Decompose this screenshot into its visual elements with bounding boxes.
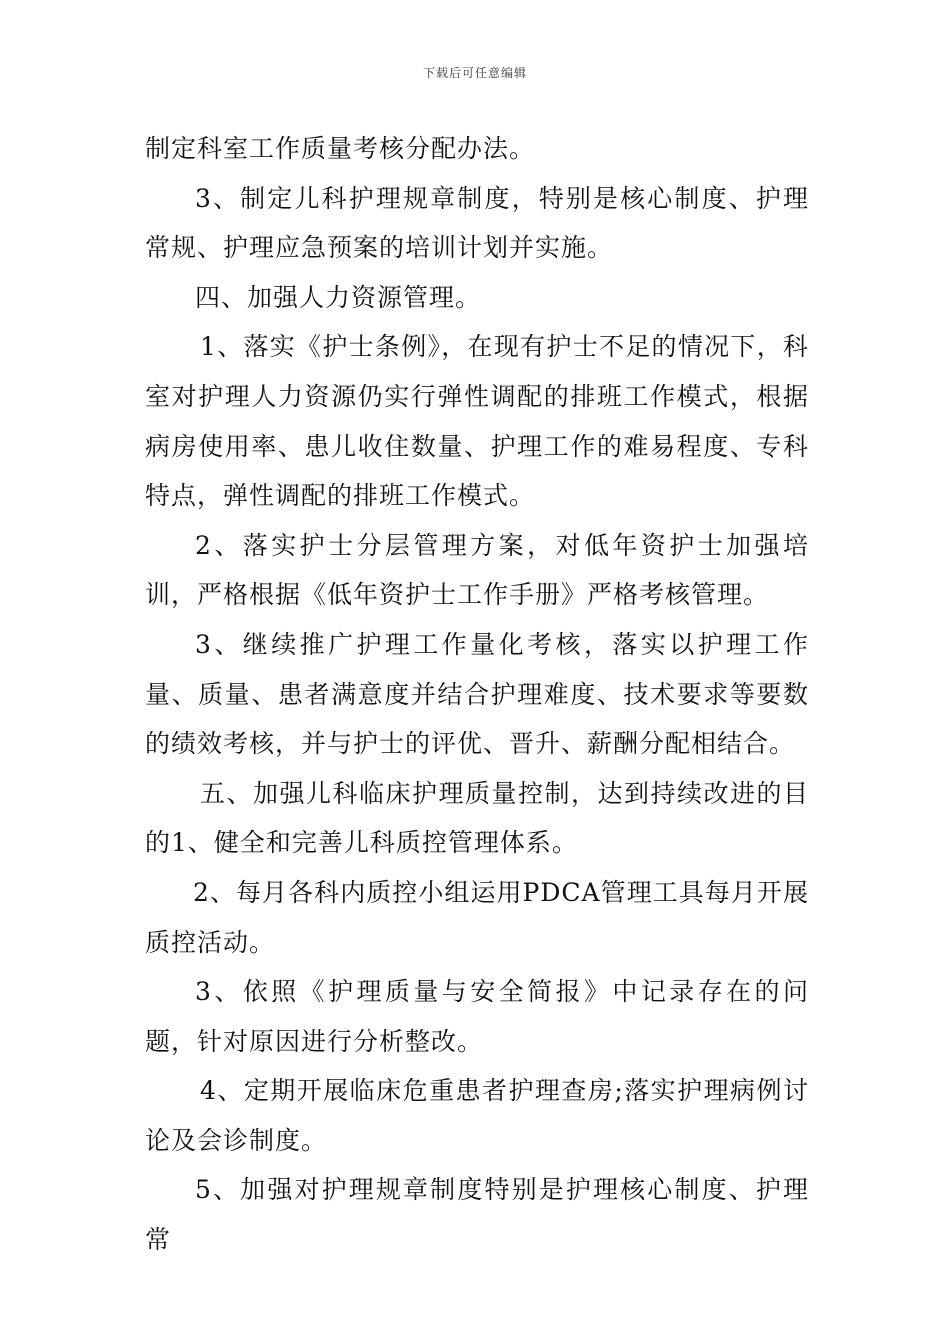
header-note: 下载后可任意编辑	[422, 66, 527, 80]
paragraph: 2、落实护士分层管理方案，对低年资护士加强培训，严格根据《低年资护士工作手册》严格考核管理。	[145, 530, 809, 610]
paragraph: 3、依照《护理质量与安全简报》中记录存在的问题，针对原因进行分析整改。	[145, 977, 809, 1056]
paragraph: 2、每月各科内质控小组运用PDCA管理工具每月开展质控活动。	[145, 877, 809, 957]
section-heading: 四、加强人力资源管理。	[195, 282, 482, 312]
paragraph: 3、制定儿科护理规章制度，特别是核心制度、护理常规、护理应急预案的培训计划并实施。	[145, 183, 809, 263]
paragraph: 1、落实《护士条例》，在现有护士不足的情况下，科室对护理人力资源仍实行弹性调配的排班工作模式，根据病房使用率、患儿收住数量、护理工作的难易程度、专科特点，弹性调配的排班工作模式。	[145, 332, 809, 511]
paragraph: 制定科室工作质量考核分配办法。	[145, 134, 536, 163]
paragraph: 3、继续推广护理工作量化考核，落实以护理工作量、质量、患者满意度并结合护理难度、技术要求等要数的绩效考核，并与护士的评优、晋升、薪酬分配相结合。	[145, 629, 809, 759]
paragraph: 5、加强对护理规章制度特别是护理核心制度、护理常	[145, 1175, 809, 1255]
paragraph: 4、定期开展临床危重患者护理查房;落实护理病例讨论及会诊制度。	[145, 1076, 809, 1155]
document-body	[145, 124, 809, 1265]
section-heading: 五、加强儿科临床护理质量控制，达到持续改进的目的1、健全和完善儿科质控管理体系。	[145, 778, 809, 858]
